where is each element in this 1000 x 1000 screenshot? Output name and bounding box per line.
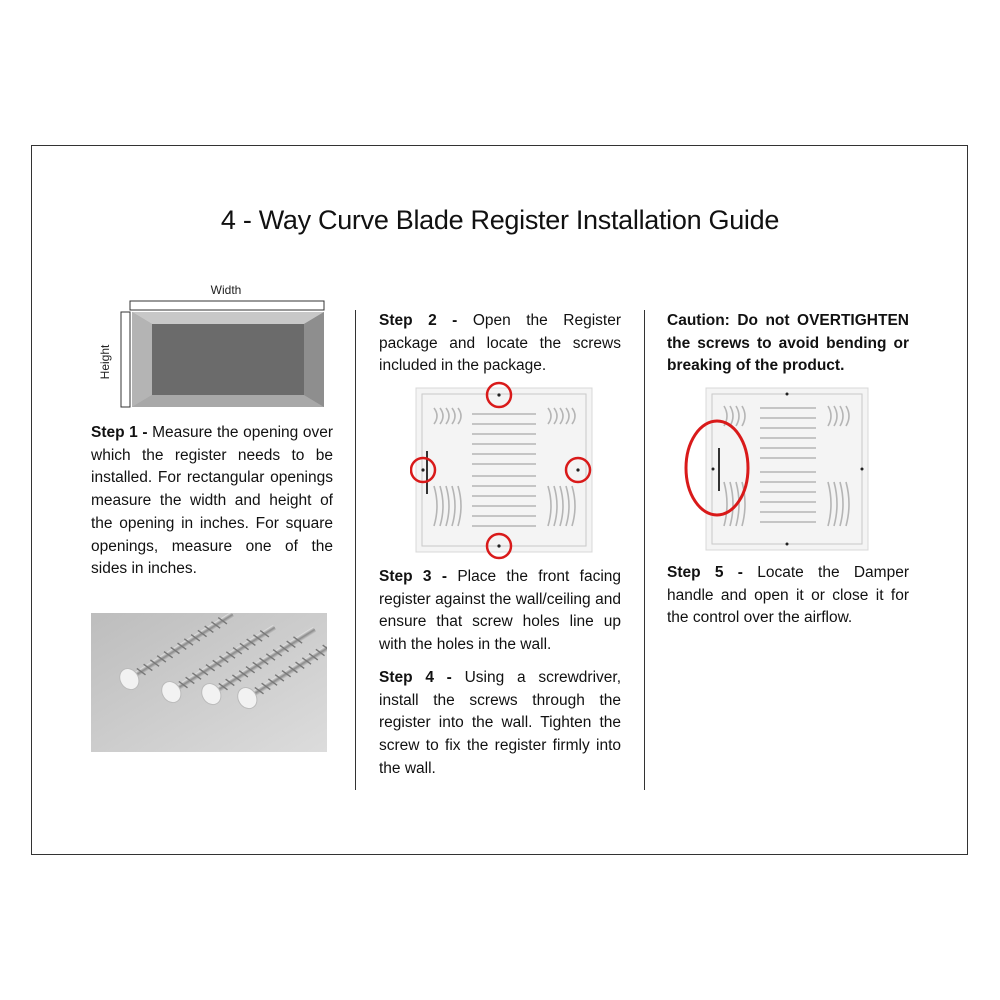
register-grille-damper — [706, 388, 868, 550]
column-divider-left — [355, 310, 356, 790]
step2-block — [379, 310, 621, 378]
step1-label: Step 1 - — [91, 424, 148, 441]
step4-text: Using a screwdriver, install the screws through the register into the wall. Tighten the screw to fix the register firmly into the wall. — [379, 669, 622, 777]
opening-box — [132, 312, 324, 407]
step5-block — [667, 562, 909, 630]
step2-text: Open the Register package and locate the screws included in the package. — [379, 312, 622, 375]
column-divider-right — [644, 310, 645, 790]
screws-photo — [91, 613, 327, 752]
height-bracket — [121, 312, 130, 407]
step2-label: Step 2 - — [379, 312, 458, 329]
register-image-screw-holes — [410, 376, 600, 562]
step3-label: Step 3 - — [379, 568, 448, 585]
step4-label: Step 4 - — [379, 669, 452, 686]
step5-text: Locate the Damper handle and open it or close it for the control over the airflow. — [667, 564, 909, 627]
step5-label: Step 5 - — [667, 564, 743, 581]
step3-block — [379, 566, 621, 657]
step3-text: Place the front facing register against the wall/ceiling and ensure that screw holes line up with the holes in the wall. — [379, 568, 621, 654]
step1-block — [91, 422, 333, 581]
opening-diagram — [92, 280, 332, 412]
register-image-damper — [684, 386, 874, 552]
caution-text: Caution: Do not OVERTIGHTEN the screws to avoid bending or breaking of the product. — [667, 312, 909, 375]
page-title: 4 - Way Curve Blade Register Installation Guide — [220, 205, 780, 235]
screw-hole-top — [497, 393, 500, 396]
width-label: Width — [210, 283, 242, 297]
screw-hole-right — [576, 468, 579, 471]
screw-hole-left — [421, 468, 424, 471]
step1-text: Measure the opening over which the register needs to be installed. For rectangular openings measure the width and height of the opening in inches. For square openings, measure one of the sides in inches. — [91, 424, 333, 578]
step4-block — [379, 667, 621, 781]
width-bracket — [130, 301, 324, 310]
screw-hole-bottom — [497, 544, 500, 547]
height-label: Height — [98, 344, 112, 380]
